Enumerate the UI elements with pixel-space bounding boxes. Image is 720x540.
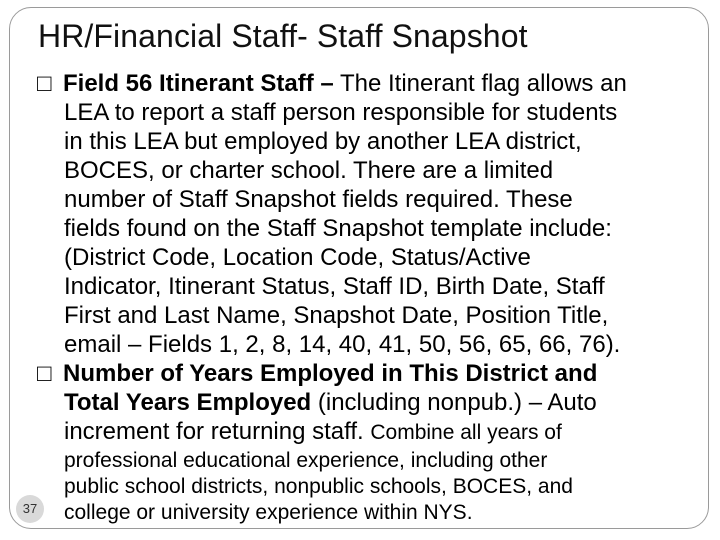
square-bullet-icon: □ — [37, 70, 52, 97]
years-heading-cont: Total Years Employed — [64, 389, 312, 416]
years-line — [64, 389, 597, 418]
itinerant-line: BOCES, or charter school. There are a limited — [64, 157, 554, 184]
years-line — [64, 418, 562, 448]
itinerant-line: (District Code, Location Code, Status/Active — [64, 244, 531, 271]
itinerant-heading: Field 56 Itinerant Staff – — [63, 70, 334, 97]
itinerant-line: fields found on the Staff Snapshot template include: — [64, 215, 612, 242]
itinerant-line: First and Last Name, Snapshot Date, Position Title, — [64, 302, 609, 329]
slide-number-badge: 37 — [16, 495, 44, 523]
itinerant-line: in this LEA but employed by another LEA district, — [64, 128, 582, 155]
slide-title: HR/Financial Staff- Staff Snapshot — [38, 18, 528, 54]
years-text-small: Combine all years of — [370, 421, 562, 444]
itinerant-line: LEA to report a staff person responsible for students — [64, 99, 618, 126]
years-line: college or university experience within NYS. — [64, 501, 473, 524]
itinerant-line: email – Fields 1, 2, 8, 14, 40, 41, 50, 56, 65, 66, 76). — [64, 331, 621, 358]
itinerant-text: The Itinerant flag allows an — [333, 70, 627, 97]
bullet-item-years-employed — [37, 360, 597, 389]
years-heading: Number of Years Employed in This District and — [63, 360, 598, 387]
bullet-item-itinerant — [37, 70, 627, 99]
years-line: professional educational experience, including other — [64, 449, 548, 472]
itinerant-line: number of Staff Snapshot fields required. These — [64, 186, 573, 213]
years-text: increment for returning staff. — [64, 418, 371, 445]
square-bullet-icon: □ — [37, 360, 52, 387]
years-line: public school districts, nonpublic schools, BOCES, and — [64, 475, 573, 498]
itinerant-line: Indicator, Itinerant Status, Staff ID, Birth Date, Staff — [64, 273, 605, 300]
years-text: (including nonpub.) – Auto — [311, 389, 597, 416]
